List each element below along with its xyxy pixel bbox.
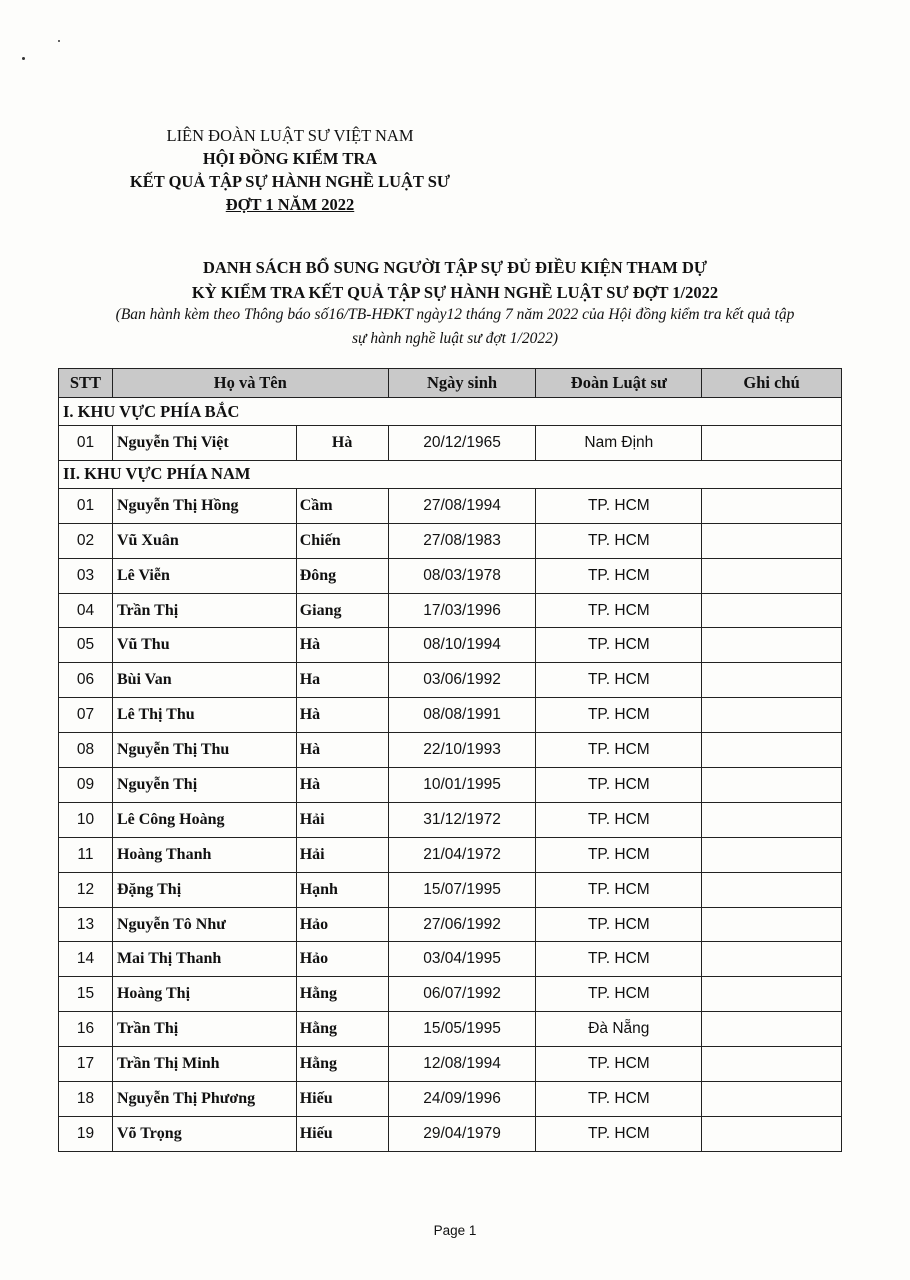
cell-bar-association: Nam Định	[536, 426, 702, 461]
page-number: Page 1	[433, 1223, 477, 1238]
table-row	[59, 907, 842, 942]
title-line-2: KỲ KIỂM TRA KẾT QUẢ TẬP SỰ HÀNH NGHỀ LUẬT SƯ ĐỢT 1/2022	[191, 283, 719, 302]
cell-date-of-birth: 12/08/1994	[388, 1047, 536, 1082]
header-bar-association: Đoàn Luật sư	[536, 369, 702, 398]
cell-date-of-birth: 08/10/1994	[388, 628, 536, 663]
cell-note	[702, 942, 842, 977]
cell-bar-association: TP. HCM	[536, 872, 702, 907]
cell-stt: 13	[59, 907, 113, 942]
header-dob: Ngày sinh	[388, 369, 536, 398]
cell-first-name: Hải	[296, 837, 388, 872]
cell-date-of-birth: 10/01/1995	[388, 768, 536, 803]
cell-note	[702, 837, 842, 872]
cell-date-of-birth: 31/12/1972	[388, 802, 536, 837]
cell-stt: 07	[59, 698, 113, 733]
cell-date-of-birth: 27/08/1983	[388, 523, 536, 558]
section-row	[59, 460, 842, 488]
cell-first-name: Giang	[296, 593, 388, 628]
cell-last-middle-name: Bùi Van	[112, 663, 296, 698]
table-row	[59, 1012, 842, 1047]
table-row	[59, 523, 842, 558]
cell-date-of-birth: 03/06/1992	[388, 663, 536, 698]
cell-last-middle-name: Trần Thị	[112, 593, 296, 628]
cell-stt: 06	[59, 663, 113, 698]
cell-note	[702, 907, 842, 942]
cell-date-of-birth: 08/03/1978	[388, 558, 536, 593]
cell-note	[702, 698, 842, 733]
cell-date-of-birth: 20/12/1965	[388, 426, 536, 461]
document-header	[120, 124, 460, 216]
cell-note	[702, 663, 842, 698]
cell-bar-association: TP. HCM	[536, 628, 702, 663]
table-row	[59, 1047, 842, 1082]
cell-bar-association: TP. HCM	[536, 977, 702, 1012]
cell-note	[702, 1082, 842, 1117]
cell-bar-association: TP. HCM	[536, 488, 702, 523]
cell-last-middle-name: Vũ Xuân	[112, 523, 296, 558]
table-header-row	[59, 369, 842, 398]
cell-first-name: Hà	[296, 768, 388, 803]
cell-last-middle-name: Nguyễn Thị	[112, 768, 296, 803]
subtitle-line-2: sự hành nghề luật sư đợt 1/2022)	[351, 330, 558, 347]
cell-last-middle-name: Trần Thị Minh	[112, 1047, 296, 1082]
cell-bar-association: TP. HCM	[536, 1047, 702, 1082]
cell-note	[702, 1012, 842, 1047]
cell-last-middle-name: Hoàng Thanh	[112, 837, 296, 872]
cell-stt: 14	[59, 942, 113, 977]
document-title	[60, 255, 850, 305]
table-row	[59, 488, 842, 523]
cell-first-name: Cầm	[296, 488, 388, 523]
organization-name: LIÊN ĐOÀN LUẬT SƯ VIỆT NAM	[166, 126, 414, 145]
cell-last-middle-name: Mai Thị Thanh	[112, 942, 296, 977]
cell-first-name: Hảo	[296, 942, 388, 977]
cell-date-of-birth: 21/04/1972	[388, 837, 536, 872]
cell-stt: 05	[59, 628, 113, 663]
cell-last-middle-name: Lê Công Hoàng	[112, 802, 296, 837]
table-row	[59, 872, 842, 907]
cell-last-middle-name: Lê Viễn	[112, 558, 296, 593]
cell-bar-association: TP. HCM	[536, 768, 702, 803]
cell-last-middle-name: Đặng Thị	[112, 872, 296, 907]
cell-note	[702, 488, 842, 523]
exam-name: KẾT QUẢ TẬP SỰ HÀNH NGHỀ LUẬT SƯ	[129, 172, 451, 191]
cell-bar-association: TP. HCM	[536, 907, 702, 942]
cell-bar-association: TP. HCM	[536, 802, 702, 837]
cell-note	[702, 523, 842, 558]
cell-date-of-birth: 29/04/1979	[388, 1116, 536, 1151]
table-row	[59, 837, 842, 872]
cell-stt: 10	[59, 802, 113, 837]
table-row	[59, 1082, 842, 1117]
cell-note	[702, 872, 842, 907]
cell-first-name: Hải	[296, 802, 388, 837]
cell-note	[702, 1116, 842, 1151]
cell-stt: 09	[59, 768, 113, 803]
header-stt: STT	[59, 369, 113, 398]
cell-stt: 12	[59, 872, 113, 907]
cell-first-name: Hà	[296, 426, 388, 461]
table-row	[59, 1116, 842, 1151]
cell-note	[702, 802, 842, 837]
title-line-1: DANH SÁCH BỔ SUNG NGƯỜI TẬP SỰ ĐỦ ĐIỀU KIỆN THAM DỰ	[202, 258, 708, 277]
council-name: HỘI ĐỒNG KIỂM TRA	[202, 149, 378, 168]
table-row	[59, 733, 842, 768]
cell-date-of-birth: 27/06/1992	[388, 907, 536, 942]
table-row	[59, 558, 842, 593]
cell-first-name: Hà	[296, 733, 388, 768]
table-body	[59, 398, 842, 1152]
cell-last-middle-name: Hoàng Thị	[112, 977, 296, 1012]
section-row	[59, 398, 842, 426]
table-row	[59, 426, 842, 461]
table-row	[59, 628, 842, 663]
cell-note	[702, 426, 842, 461]
cell-last-middle-name: Nguyễn Thị Phương	[112, 1082, 296, 1117]
cell-date-of-birth: 24/09/1996	[388, 1082, 536, 1117]
document-subtitle	[60, 303, 850, 351]
cell-first-name: Hiếu	[296, 1082, 388, 1117]
cell-last-middle-name: Nguyễn Tô Như	[112, 907, 296, 942]
cell-bar-association: TP. HCM	[536, 698, 702, 733]
cell-bar-association: TP. HCM	[536, 1116, 702, 1151]
cell-last-middle-name: Võ Trọng	[112, 1116, 296, 1151]
scan-speck	[58, 40, 60, 42]
cell-bar-association: TP. HCM	[536, 942, 702, 977]
cell-last-middle-name: Trần Thị	[112, 1012, 296, 1047]
table-row	[59, 942, 842, 977]
scan-speck	[22, 57, 25, 60]
cell-bar-association: TP. HCM	[536, 558, 702, 593]
cell-first-name: Hằng	[296, 977, 388, 1012]
cell-bar-association: Đà Nẵng	[536, 1012, 702, 1047]
cell-first-name: Hằng	[296, 1047, 388, 1082]
cell-last-middle-name: Nguyễn Thị Thu	[112, 733, 296, 768]
cell-stt: 19	[59, 1116, 113, 1151]
cell-stt: 15	[59, 977, 113, 1012]
table-row	[59, 802, 842, 837]
subtitle-line-1: (Ban hành kèm theo Thông báo số16/TB-HĐKT ngày12 tháng 7 năm 2022 của Hội đồng kiểm tra kết quả tập	[115, 306, 795, 323]
cell-note	[702, 977, 842, 1012]
cell-date-of-birth: 22/10/1993	[388, 733, 536, 768]
table-row	[59, 663, 842, 698]
cell-date-of-birth: 08/08/1991	[388, 698, 536, 733]
cell-stt: 03	[59, 558, 113, 593]
cell-bar-association: TP. HCM	[536, 1082, 702, 1117]
candidate-table	[58, 368, 842, 1152]
cell-date-of-birth: 06/07/1992	[388, 977, 536, 1012]
cell-stt: 08	[59, 733, 113, 768]
cell-date-of-birth: 03/04/1995	[388, 942, 536, 977]
cell-stt: 01	[59, 426, 113, 461]
cell-bar-association: TP. HCM	[536, 593, 702, 628]
cell-first-name: Hà	[296, 698, 388, 733]
cell-first-name: Đông	[296, 558, 388, 593]
header-name: Họ và Tên	[112, 369, 388, 398]
section-title: I. KHU VỰC PHÍA BẮC	[59, 398, 842, 426]
cell-bar-association: TP. HCM	[536, 663, 702, 698]
cell-date-of-birth: 15/07/1995	[388, 872, 536, 907]
cell-stt: 17	[59, 1047, 113, 1082]
cell-first-name: Chiến	[296, 523, 388, 558]
cell-first-name: Hà	[296, 628, 388, 663]
cell-date-of-birth: 17/03/1996	[388, 593, 536, 628]
cell-first-name: Hằng	[296, 1012, 388, 1047]
cell-note	[702, 628, 842, 663]
table-row	[59, 593, 842, 628]
cell-bar-association: TP. HCM	[536, 523, 702, 558]
cell-last-middle-name: Lê Thị Thu	[112, 698, 296, 733]
cell-bar-association: TP. HCM	[536, 733, 702, 768]
cell-note	[702, 1047, 842, 1082]
round-label: ĐỢT 1 NĂM 2022	[225, 195, 355, 214]
cell-first-name: Hảo	[296, 907, 388, 942]
cell-first-name: Hạnh	[296, 872, 388, 907]
cell-bar-association: TP. HCM	[536, 837, 702, 872]
cell-first-name: Hiếu	[296, 1116, 388, 1151]
cell-note	[702, 733, 842, 768]
cell-note	[702, 593, 842, 628]
cell-note	[702, 558, 842, 593]
table-row	[59, 977, 842, 1012]
cell-last-middle-name: Vũ Thu	[112, 628, 296, 663]
cell-date-of-birth: 15/05/1995	[388, 1012, 536, 1047]
cell-stt: 16	[59, 1012, 113, 1047]
table-row	[59, 698, 842, 733]
cell-stt: 18	[59, 1082, 113, 1117]
cell-last-middle-name: Nguyễn Thị Việt	[112, 426, 296, 461]
section-title: II. KHU VỰC PHÍA NAM	[59, 460, 842, 488]
cell-stt: 11	[59, 837, 113, 872]
table-row	[59, 768, 842, 803]
header-note: Ghi chú	[702, 369, 842, 398]
cell-stt: 01	[59, 488, 113, 523]
cell-note	[702, 768, 842, 803]
cell-first-name: Ha	[296, 663, 388, 698]
cell-date-of-birth: 27/08/1994	[388, 488, 536, 523]
cell-stt: 02	[59, 523, 113, 558]
cell-stt: 04	[59, 593, 113, 628]
cell-last-middle-name: Nguyễn Thị Hồng	[112, 488, 296, 523]
